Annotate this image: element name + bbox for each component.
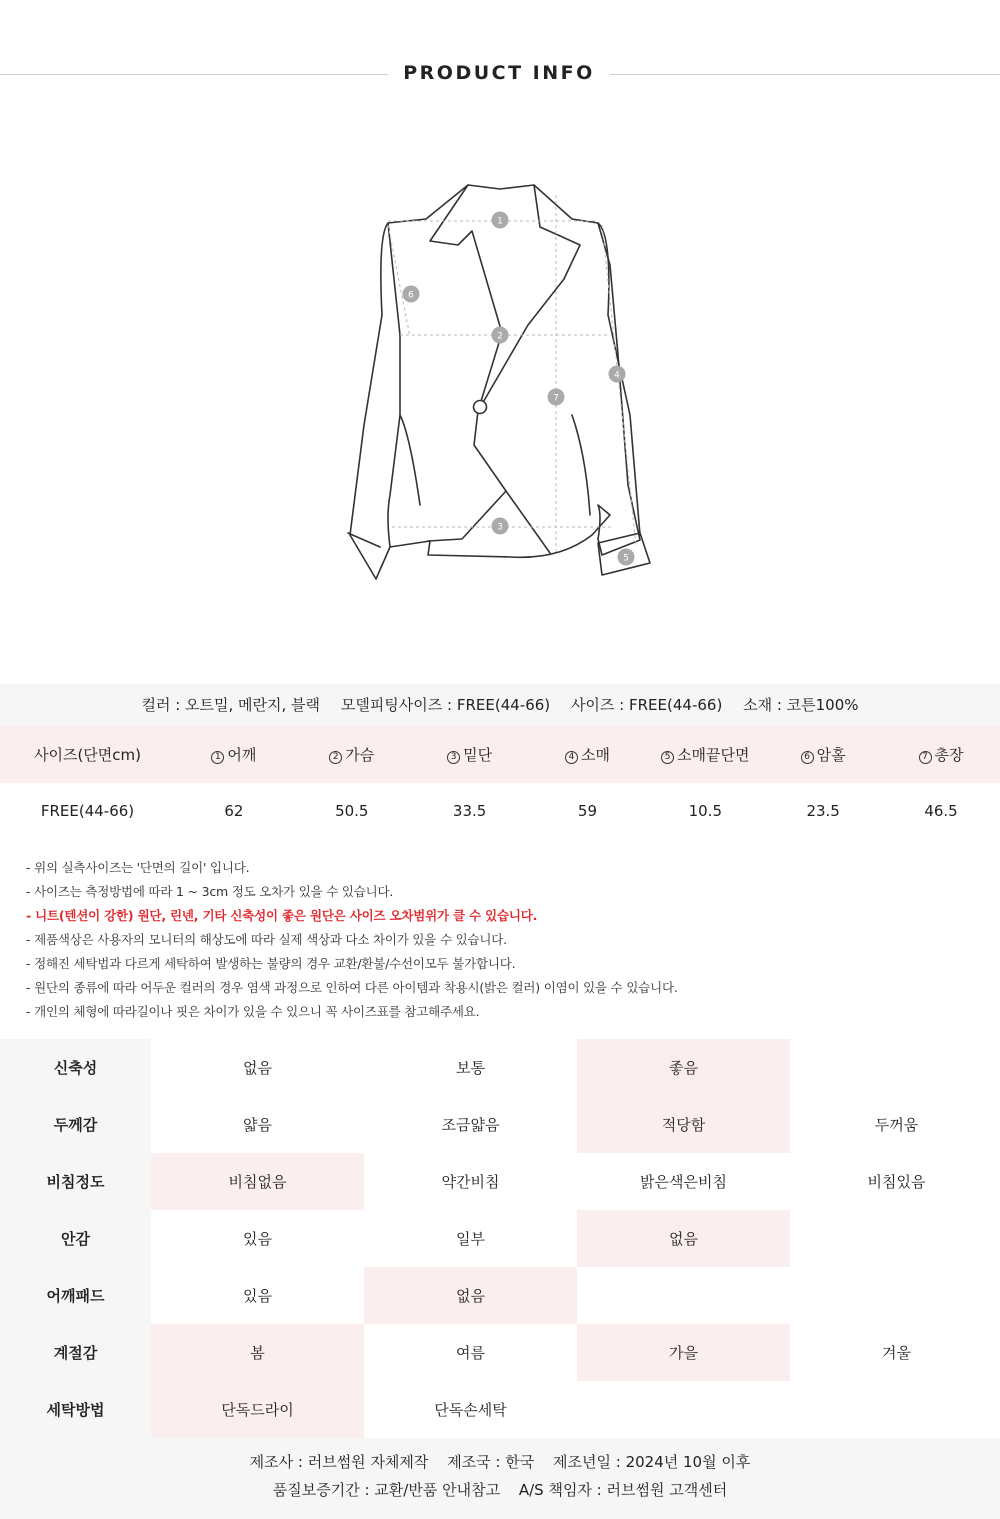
property-option-selected: 적당함 [577,1096,790,1153]
size-value: 46.5 [924,802,958,820]
product-info-header [0,0,1000,150]
size-table-row [0,783,1000,839]
size-value: 62 [224,802,244,820]
marker-3-label: 3 [497,522,503,533]
size-col-sleeve: 4 소매 [529,726,647,783]
size-header-label: 사이즈(단면cm) [0,726,175,783]
size-value: 23.5 [806,802,840,820]
note-line: - 원단의 종류에 따라 어두운 컬러의 경우 염색 과정으로 인하여 다른 아이템과 착용시(밝은 컬러) 이염이 있을 수 있습니다. [26,980,678,995]
size-table-header [0,726,1000,783]
property-row-sheerness [0,1153,1000,1210]
size-col-armhole: 6 암홀 [764,726,882,783]
circle-number: 7 [919,751,932,764]
circle-number: 5 [661,751,674,764]
color-info: 컬러 : 오트밀, 메란지, 블랙 [141,696,321,714]
divider-left [0,74,388,75]
property-option [790,1039,1000,1096]
property-label: 비침정도 [0,1153,151,1210]
property-option [790,1381,1000,1438]
circle-number: 6 [801,751,814,764]
property-row-washing [0,1381,1000,1438]
property-option: 있음 [243,1287,272,1305]
marker-5-label: 5 [623,553,629,564]
property-option: 단독손세탁 [434,1401,507,1419]
size-col-hem: 3 밑단 [411,726,529,783]
marker-7-label: 7 [553,393,559,404]
note-warning: - 니트(텐션이 강한) 원단, 린넨, 기타 신축성이 좋은 원단은 사이즈 오차범위가 클 수 있습니다. [26,908,538,923]
size-col-length: 7 총장 [882,726,1000,783]
property-option: 없음 [243,1059,272,1077]
property-option [577,1381,790,1438]
marker-4-label: 4 [614,370,620,381]
property-label: 신축성 [0,1039,151,1096]
property-option-selected: 없음 [577,1210,790,1267]
property-row-thickness [0,1096,1000,1153]
warranty-info: 품질보증기간 : 교환/반품 안내참고 [272,1481,501,1499]
country-info: 제조국 : 한국 [447,1453,535,1471]
note-line: - 정해진 세탁법과 다르게 세탁하여 발생하는 불량의 경우 교환/환불/수선이모두 불가합니다. [26,956,516,971]
marker-1-label: 1 [497,216,503,227]
circle-number: 1 [211,751,224,764]
note-line: - 사이즈는 측정방법에 따라 1 ~ 3cm 정도 오차가 있을 수 있습니다. [26,884,394,899]
property-option: 있음 [243,1230,272,1248]
property-option: 비침있음 [867,1173,926,1191]
size-table [0,726,1000,839]
note-line: - 위의 실측사이즈는 '단면의 길이' 입니다. [26,860,250,875]
property-option-selected: 없음 [364,1267,577,1324]
property-option-selected: 단독드라이 [151,1381,364,1438]
footer-row-1 [0,1438,1000,1476]
property-option-selected: 가을 [577,1324,790,1381]
property-row-season [0,1324,1000,1381]
size-value: 33.5 [452,802,487,820]
property-label: 두께감 [0,1096,151,1153]
property-option [577,1267,790,1324]
property-option: 여름 [456,1344,485,1362]
manufacturer-footer [0,1438,1000,1519]
size-col-chest: 2 가슴 [293,726,411,783]
property-option: 겨울 [882,1344,911,1362]
property-label: 어깨패드 [0,1267,151,1324]
property-option-selected: 좋음 [577,1039,790,1096]
property-label: 계절감 [0,1324,151,1381]
divider-right [610,74,1000,75]
model-size-info: 모델피팅사이즈 : FREE(44-66) [340,696,551,714]
property-option: 조금얇음 [441,1116,500,1134]
property-option [790,1267,1000,1324]
property-option-selected: 봄 [151,1324,364,1381]
property-option [790,1210,1000,1267]
property-option: 일부 [456,1230,485,1248]
size-row-label: FREE(44-66) [40,802,135,820]
section-title: PRODUCT INFO [403,62,595,84]
size-notes [26,856,986,1024]
size-value: 50.5 [335,802,369,820]
size-info: 사이즈 : FREE(44-66) [570,696,723,714]
material-info: 소재 : 코튼100% [743,696,859,714]
size-value: 59 [577,802,597,820]
property-option-selected: 비침없음 [151,1153,364,1210]
property-label: 세탁방법 [0,1381,151,1438]
property-option: 얇음 [243,1116,272,1134]
note-line: - 제품색상은 사용자의 모니터의 해상도에 따라 실제 색상과 다소 차이가 있을 수 있습니다. [26,932,507,947]
circle-number: 4 [565,751,578,764]
size-value: 10.5 [688,802,722,820]
date-info: 제조년일 : 2024년 10월 이후 [553,1453,751,1471]
jacket-measurement-diagram [340,175,660,585]
circle-number: 2 [329,751,342,764]
note-line: - 개인의 체형에 따라길이나 핏은 차이가 있을 수 있으니 꼭 사이즈표를 참고해주세요. [26,1004,480,1019]
property-label: 안감 [0,1210,151,1267]
property-row-shoulder-pad [0,1267,1000,1324]
property-option: 두꺼움 [874,1116,919,1134]
property-option: 약간비침 [441,1173,500,1191]
maker-info: 제조사 : 러브썸원 자체제작 [249,1453,429,1471]
fabric-properties-table [0,1039,1000,1438]
product-summary-bar [0,684,1000,726]
footer-row-2 [0,1476,1000,1504]
property-option: 보통 [456,1059,485,1077]
marker-6-label: 6 [408,290,414,301]
marker-2-label: 2 [497,331,503,342]
size-col-shoulder: 1 어깨 [175,726,293,783]
property-row-lining [0,1210,1000,1267]
property-row-stretch [0,1039,1000,1096]
size-col-cuff: 5 소매끝단면 [646,726,764,783]
property-option: 밝은색은비침 [640,1173,727,1191]
circle-number: 3 [447,751,460,764]
as-info: A/S 책임자 : 러브썸원 고객센터 [518,1481,728,1499]
